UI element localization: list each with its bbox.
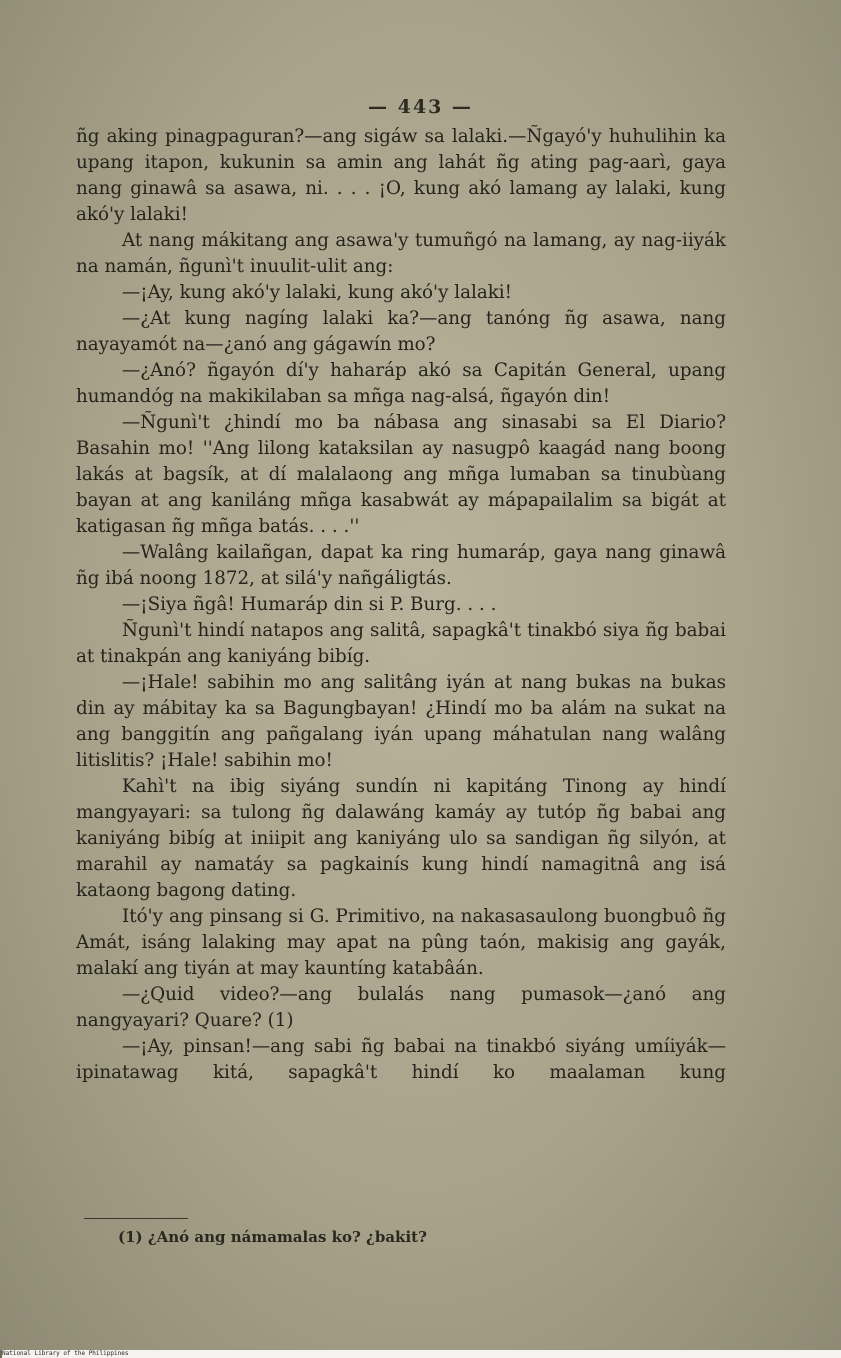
paragraph: ñg aking pinagpaguran?—ang sigáw sa lalaki.—Ñgayó'y huhulihin ka upang itapon, kukunin sa amin ang lahát ñg ating pag-aarì, gaya nang ginawâ sa asawa, ni. . . . ¡O, kung akó lamang ay lalaki, kung akó'y lalaki! (76, 126, 726, 225)
paragraph: —¡Ay, kung akó'y lalaki, kung akó'y lalaki! (122, 282, 512, 303)
body-text (76, 124, 726, 1086)
paragraph: Ñgunì't hindí natapos ang salitâ, sapagkâ't tinakbó siya ñg babai at tinakpán ang kaniyáng bibíg. (76, 620, 726, 667)
paragraph: —Ñgunì't ¿hindí mo ba nábasa ang sinasabi sa El Diario? Basahin mo! ''Ang lilong kataksilan ay nasugpô kaagád nang boong lakás at bagsík, at dí malalaong ang mñga lumaban sa tinubùang bayan at ang kaniláng mñga kasabwát ay mápapailalim sa bigát at katigasan ñg mñga batás. . . .'' (76, 412, 726, 537)
paragraph: —¿Anó? ñgayón dí'y haharáp akó sa Capitán General, upang humandóg na makikilaban sa mñga nag-alsá, ñgayón din! (76, 360, 726, 407)
paragraph: —Walâng kailañgan, dapat ka ring humaráp, gaya nang ginawâ ñg ibá noong 1872, at silá'y nañgáligtás. (76, 542, 726, 589)
paragraph: Kahì't na ibig siyáng sundín ni kapitáng Tinong ay hindí mangyayari: sa tulong ñg dalawáng kamáy ay tutóp ñg babai ang kaniyáng bibíg at iniipit ang kaniyáng ulo sa sandigan ñg silyón, at marahil ay namatáy sa pagkainís kung hindí namagitnâ ang isá kataong bagong dating. (76, 776, 726, 901)
paragraph: —¡Siya ñgâ! Humaráp din si P. Burg. . . . (122, 594, 497, 615)
paragraph: —¡Ay, pinsan!—ang sabi ñg babai na tinakbó siyáng umíiyák—ipinatawag kitá, sapagkâ't hindí ko maalaman kung (76, 1036, 726, 1083)
footnote-rule (84, 1218, 188, 1219)
paragraph: —¡Hale! sabihin mo ang salitâng iyán at nang bukas na bukas din ay mábitay ka sa Bagungbayan! ¿Hindí mo ba alám na sukat na ang banggitín ang pañgalang iyán upang máhatulan nang walâng litislitis? ¡Hale! sabihin mo! (76, 672, 726, 771)
page-number: — 443 — (368, 96, 473, 118)
paragraph: —¿Quid video?—ang bulalás nang pumasok—¿anó ang nangyayari? Quare? (1) (76, 984, 726, 1031)
footnote: (1) ¿Anó ang námamalas ko? ¿bakit? (118, 1228, 427, 1246)
library-credit: National Library of the Philippines (2, 1350, 841, 1358)
paragraph: —¿At kung nagíng lalaki ka?—ang tanóng ñg asawa, nang nayayamót na—¿anó ang gágawín mo? (76, 308, 726, 355)
paragraph: Itó'y ang pinsang si G. Primitivo, na nakasasaulong buongbuô ñg Amát, isáng lalaking may apat na pûng taón, makisig ang gayák, malakí ang tiyán at may kauntíng katabâán. (76, 906, 726, 979)
paragraph: At nang mákitang ang asawa'y tumuñgó na lamang, ay nag-iiyák na namán, ñgunì't inuulit-ulit ang: (76, 230, 726, 277)
